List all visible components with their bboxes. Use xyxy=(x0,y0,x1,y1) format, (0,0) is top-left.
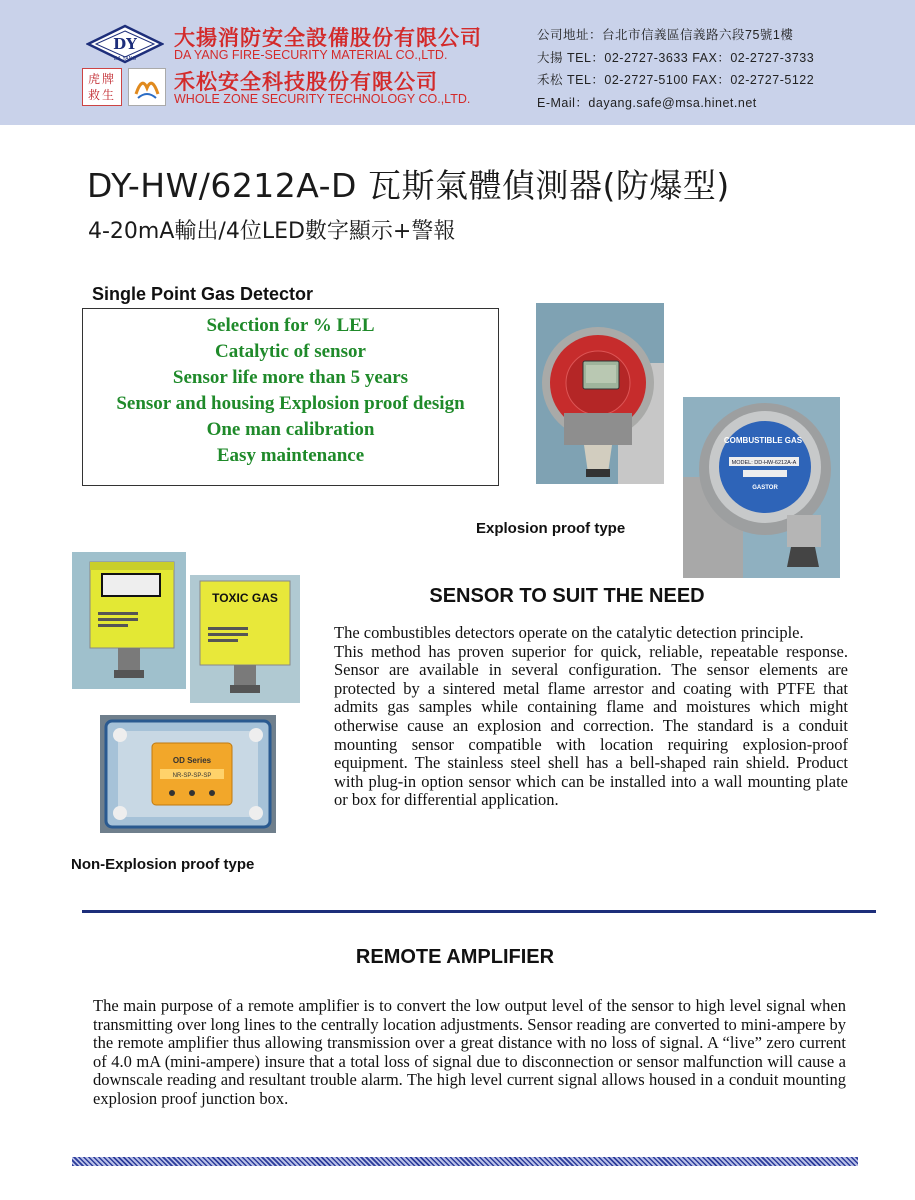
amplifier-section-heading: REMOTE AMPLIFIER xyxy=(355,946,555,968)
non-explosion-toxic-gas-photo xyxy=(190,575,300,703)
sensor-section-text xyxy=(334,624,848,810)
od-sub-label: NR-SP-SP-SP xyxy=(172,773,212,779)
company2-chinese-name: 禾松安全科技股份有限公司 xyxy=(174,70,438,94)
dy-logo-text: DY xyxy=(113,35,137,53)
combustible-gas-label: COMBUSTIBLE GAS xyxy=(723,436,803,445)
toxic-gas-label: TOXIC GAS xyxy=(212,591,278,605)
feature-item: Sensor and housing Explosion proof design xyxy=(116,393,465,414)
gastor-brand-label: GASTOR xyxy=(752,485,778,491)
footer-hatched-bar xyxy=(72,1157,858,1166)
features-box xyxy=(82,308,499,486)
sensor-paragraph: The combustibles detectors operate on the catalytic detection principle. xyxy=(334,623,804,642)
company1-english-name: DA YANG FIRE-SECURITY MATERIAL CO.,LTD. xyxy=(174,48,448,62)
hesong-phone-fax: 禾松 TEL：02-2727-5100 FAX：02-2727-5122 xyxy=(537,73,815,87)
non-explosion-proof-caption: Non-Explosion proof type xyxy=(71,856,255,873)
seal-row-1: 虎牌 xyxy=(87,72,117,86)
feature-item: Easy maintenance xyxy=(216,445,365,466)
dy-diamond-logo xyxy=(86,24,164,64)
features-heading: Single Point Gas Detector xyxy=(92,284,314,304)
sensor-section-heading: SENSOR TO SUIT THE NEED xyxy=(429,585,705,607)
contact-email: E-Mail：dayang.safe@msa.hinet.net xyxy=(537,96,757,110)
seal-row-2: 救生 xyxy=(87,88,117,102)
model-label: MODEL: DD-HW-6212A-A xyxy=(731,460,797,466)
feature-item: Catalytic of sensor xyxy=(215,341,366,362)
dy-logo-subtext: DA YANG xyxy=(113,56,137,62)
non-explosion-clear-box-photo xyxy=(100,715,276,833)
section-divider xyxy=(82,910,876,913)
company-address: 公司地址：台北市信義區信義路六段75號1樓 xyxy=(537,28,794,42)
explosion-proof-red-detector-photo xyxy=(536,303,664,484)
explosion-proof-caption: Explosion proof type xyxy=(476,520,626,537)
sensor-paragraph: This method has proven superior for quick, reliable, repeatable response. Sensor are available in several configuration. The sensor elements are protected by a sintered metal flame arrestor and coating with PTFE that admits gas samples while containing flame and moistures which might otherwise cause an explosion and correction. The standard is a conduit mounting sensor compatible with location requiring explosion-proof equipment. The stainless steel shell has a bell-shaped rain shield. Product with plug-in option sensor which can be installed into a wall mounting plate or box for differential application. xyxy=(334,641,848,810)
explosion-proof-combustible-gas-photo xyxy=(683,397,840,578)
amplifier-section-text: The main purpose of a remote amplifier is to convert the low output level of the sensor to high level signal when transmitting over long lines to the centrally location adjustments. Sensor reading are converted to mini-ampere by the remote amplifier thus allowing transmission over a great distance with no loss of signal. A “live” zero current of 4.0 mA (mini-ampere) insure that a total loss of signal due to disconnection or sensor malfunction will cause a downscale reading and resultant trouble alarm. The high level current signal allows housed in a conduit mounting explosion proof junction box. xyxy=(93,996,846,1108)
tiger-brand-seal-logo xyxy=(82,68,122,106)
non-explosion-yellow-detector-photo-1 xyxy=(72,552,186,689)
od-series-label: OD Series xyxy=(172,756,212,765)
whole-zone-logo xyxy=(128,68,166,106)
product-title: DY-HW/6212A-D 瓦斯氣體偵測器(防爆型) xyxy=(87,166,730,205)
product-subtitle: 4-20mA輸出/4位LED數字顯示+警報 xyxy=(88,219,456,244)
letterhead-band xyxy=(0,0,915,125)
dayang-phone-fax: 大揚 TEL：02-2727-3633 FAX：02-2727-3733 xyxy=(537,51,815,65)
company1-chinese-name: 大揚消防安全設備股份有限公司 xyxy=(174,26,482,50)
feature-item: One man calibration xyxy=(206,419,375,440)
feature-item: Sensor life more than 5 years xyxy=(172,367,409,388)
company2-english-name: WHOLE ZONE SECURITY TECHNOLOGY CO.,LTD. xyxy=(174,92,471,106)
feature-item: Selection for % LEL xyxy=(206,315,375,336)
